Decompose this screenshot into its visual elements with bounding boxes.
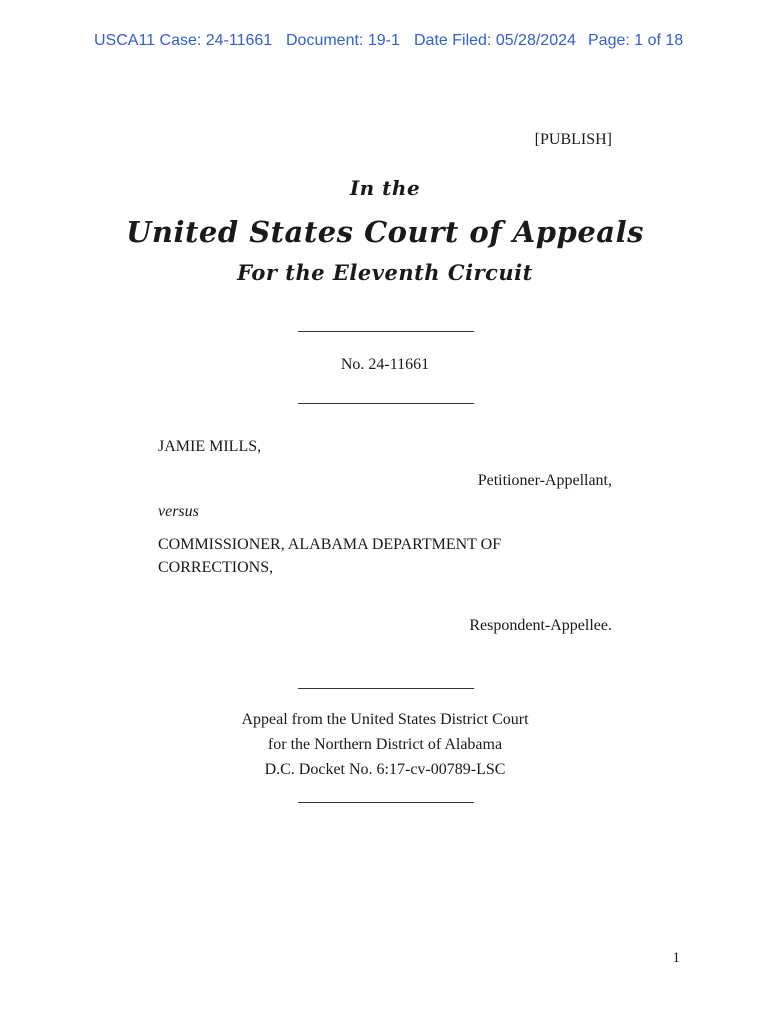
- separator-rule: [298, 403, 474, 404]
- case-number: No. 24-11661: [340, 356, 430, 373]
- separator-rule: [298, 802, 474, 803]
- district-docket-number: D.C. Docket No. 6:17-cv-00789-LSC: [264, 761, 506, 778]
- court-in-the: In the: [349, 176, 421, 200]
- court-name: United States Court of Appeals: [126, 215, 644, 249]
- court-circuit: For the Eleventh Circuit: [237, 260, 533, 285]
- filing-header: [0, 32, 770, 54]
- publish-tag: [PUBLISH]: [534, 131, 612, 148]
- petitioner-name: JAMIE MILLS,: [158, 438, 262, 455]
- respondent-name-line-1: COMMISSIONER, ALABAMA DEPARTMENT OF: [158, 536, 502, 553]
- respondent-name-line-2: CORRECTIONS,: [158, 559, 274, 576]
- separator-rule: [298, 331, 474, 332]
- appeal-source-line-2: for the Northern District of Alabama: [267, 736, 503, 753]
- versus-label: versus: [158, 503, 199, 520]
- header-date-filed: Date Filed: 05/28/2024: [414, 32, 576, 49]
- header-case-number: USCA11 Case: 24-11661: [94, 32, 273, 49]
- header-page-count: Page: 1 of 18: [588, 32, 684, 49]
- petitioner-role: Petitioner-Appellant,: [477, 472, 612, 489]
- respondent-role: Respondent-Appellee.: [469, 617, 612, 634]
- page-number: 1: [672, 950, 680, 966]
- header-document-number: Document: 19-1: [286, 32, 400, 49]
- separator-rule: [298, 688, 474, 689]
- appeal-source-line-1: Appeal from the United States District Court: [241, 711, 529, 728]
